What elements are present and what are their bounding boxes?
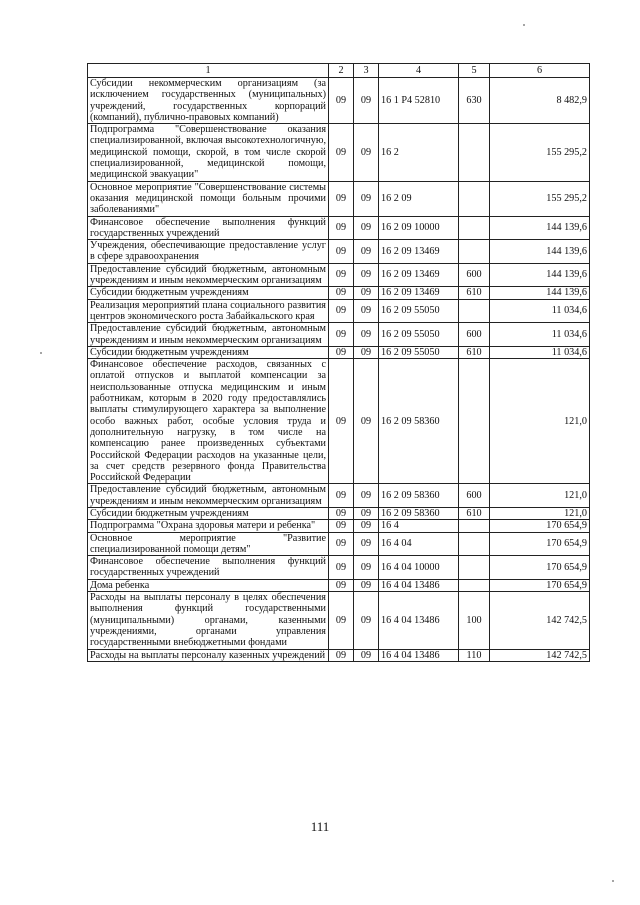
scan-speck <box>523 24 525 26</box>
row-target-code: 16 2 09 58360 <box>379 484 459 508</box>
row-name: Учреждения, обеспечивающие предоставление услуг в сфере здравоохранения <box>88 240 329 264</box>
row-amount: 121,0 <box>490 484 590 508</box>
row-amount: 155 295,2 <box>490 181 590 216</box>
row-target-code: 16 4 04 <box>379 532 459 556</box>
row-expense-type <box>459 532 490 556</box>
row-expense-type: 110 <box>459 649 490 661</box>
row-target-code: 16 2 09 55050 <box>379 299 459 323</box>
row-expense-type: 600 <box>459 323 490 347</box>
row-section: 09 <box>329 520 354 532</box>
row-subsection: 09 <box>354 556 379 580</box>
row-target-code: 16 4 04 13486 <box>379 579 459 591</box>
table-row <box>88 181 590 216</box>
row-subsection: 09 <box>354 78 379 124</box>
row-amount: 170 654,9 <box>490 532 590 556</box>
row-name: Дома ребенка <box>88 579 329 591</box>
row-subsection: 09 <box>354 592 379 649</box>
row-target-code: 16 2 09 58360 <box>379 359 459 484</box>
row-name: Предоставление субсидий бюджетным, автономным учреждениям и иным некоммерческим организациям <box>88 263 329 287</box>
row-target-code: 16 4 <box>379 520 459 532</box>
row-subsection: 09 <box>354 484 379 508</box>
row-target-code: 16 4 04 13486 <box>379 592 459 649</box>
table-row <box>88 263 590 287</box>
row-subsection: 09 <box>354 323 379 347</box>
row-amount: 121,0 <box>490 507 590 519</box>
row-amount: 144 139,6 <box>490 287 590 299</box>
table-row <box>88 507 590 519</box>
table-row <box>88 124 590 181</box>
table-row <box>88 359 590 484</box>
row-name: Подпрограмма "Совершенствование оказания специализированной, включая высокотехнологичную, медицинской помощи, скорой, в том числе скорой специализированной, медицинской помощи, медицинской эвакуации" <box>88 124 329 181</box>
row-section: 09 <box>329 323 354 347</box>
row-amount: 142 742,5 <box>490 592 590 649</box>
row-amount: 8 482,9 <box>490 78 590 124</box>
row-name: Предоставление субсидий бюджетным, автономным учреждениям и иным некоммерческим организациям <box>88 323 329 347</box>
row-target-code: 16 2 09 13469 <box>379 263 459 287</box>
row-name: Реализация мероприятий плана социального развития центров экономического роста Забайкальского края <box>88 299 329 323</box>
row-section: 09 <box>329 181 354 216</box>
row-target-code: 16 2 09 58360 <box>379 507 459 519</box>
row-expense-type: 610 <box>459 287 490 299</box>
row-target-code: 16 2 09 10000 <box>379 216 459 240</box>
row-section: 09 <box>329 649 354 661</box>
row-expense-type <box>459 520 490 532</box>
table-row <box>88 592 590 649</box>
row-name: Финансовое обеспечение выполнения функций государственных учреждений <box>88 556 329 580</box>
table-row <box>88 78 590 124</box>
row-subsection: 09 <box>354 359 379 484</box>
table-row <box>88 520 590 532</box>
row-section: 09 <box>329 507 354 519</box>
row-target-code: 16 2 09 55050 <box>379 323 459 347</box>
row-name: Основное мероприятие "Развитие специализированной помощи детям" <box>88 532 329 556</box>
column-header: 4 <box>379 64 459 78</box>
column-header: 2 <box>329 64 354 78</box>
column-header: 3 <box>354 64 379 78</box>
row-amount: 142 742,5 <box>490 649 590 661</box>
row-subsection: 09 <box>354 299 379 323</box>
table-row <box>88 323 590 347</box>
scan-speck <box>40 352 42 354</box>
row-amount: 144 139,6 <box>490 263 590 287</box>
column-header: 1 <box>88 64 329 78</box>
row-name: Финансовое обеспечение расходов, связанных с оплатой отпусков и выплатой компенсации за неиспользованные отпуска медицинским и иным работникам, которым в 2020 году предоставлялись выплаты стимулирующего характера за выполнение особо важных работ, особые условия труда и дополнительную нагрузку, в том числе на компенсацию ранее произведенных субъектами Российской Федерации расходов на указанные цели, за счет средств резервного фонда Правительства Российской Федерации <box>88 359 329 484</box>
row-name: Финансовое обеспечение выполнения функций государственных учреждений <box>88 216 329 240</box>
table-row <box>88 299 590 323</box>
row-subsection: 09 <box>354 216 379 240</box>
table-row <box>88 216 590 240</box>
row-section: 09 <box>329 484 354 508</box>
row-amount: 11 034,6 <box>490 299 590 323</box>
row-subsection: 09 <box>354 507 379 519</box>
row-name: Субсидии бюджетным учреждениям <box>88 287 329 299</box>
row-name: Расходы на выплаты персоналу казенных учреждений <box>88 649 329 661</box>
row-target-code: 16 2 09 13469 <box>379 287 459 299</box>
row-section: 09 <box>329 124 354 181</box>
row-amount: 144 139,6 <box>490 240 590 264</box>
row-expense-type <box>459 181 490 216</box>
row-section: 09 <box>329 216 354 240</box>
row-expense-type <box>459 579 490 591</box>
row-name: Субсидии некоммерческим организациям (за исключением государственных (муниципальных) учреждений, государственных корпораций (компаний), публично-правовых компаний) <box>88 78 329 124</box>
row-name: Подпрограмма "Охрана здоровья матери и ребенка" <box>88 520 329 532</box>
row-section: 09 <box>329 556 354 580</box>
row-amount: 144 139,6 <box>490 216 590 240</box>
column-header: 5 <box>459 64 490 78</box>
row-subsection: 09 <box>354 263 379 287</box>
row-target-code: 16 4 04 13486 <box>379 649 459 661</box>
row-target-code: 16 2 <box>379 124 459 181</box>
row-section: 09 <box>329 592 354 649</box>
row-amount: 155 295,2 <box>490 124 590 181</box>
row-expense-type: 100 <box>459 592 490 649</box>
row-section: 09 <box>329 263 354 287</box>
row-subsection: 09 <box>354 649 379 661</box>
row-amount: 121,0 <box>490 359 590 484</box>
table-header-row <box>88 64 590 78</box>
row-expense-type <box>459 556 490 580</box>
table-row <box>88 649 590 661</box>
scan-speck <box>612 880 614 882</box>
row-section: 09 <box>329 240 354 264</box>
row-subsection: 09 <box>354 287 379 299</box>
row-amount: 170 654,9 <box>490 556 590 580</box>
row-section: 09 <box>329 287 354 299</box>
row-amount: 170 654,9 <box>490 520 590 532</box>
row-expense-type: 600 <box>459 263 490 287</box>
row-amount: 11 034,6 <box>490 323 590 347</box>
row-subsection: 09 <box>354 240 379 264</box>
row-expense-type: 610 <box>459 507 490 519</box>
row-section: 09 <box>329 346 354 358</box>
row-target-code: 16 4 04 10000 <box>379 556 459 580</box>
table-row <box>88 579 590 591</box>
row-subsection: 09 <box>354 346 379 358</box>
row-subsection: 09 <box>354 520 379 532</box>
row-name: Субсидии бюджетным учреждениям <box>88 507 329 519</box>
row-section: 09 <box>329 359 354 484</box>
table-row <box>88 484 590 508</box>
row-expense-type <box>459 216 490 240</box>
table-row <box>88 346 590 358</box>
row-expense-type: 600 <box>459 484 490 508</box>
row-section: 09 <box>329 299 354 323</box>
row-name: Расходы на выплаты персоналу в целях обеспечения выполнения функций государственными (муниципальными) органами, казенными учреждениями, органами управления государственными внебюджетными фондами <box>88 592 329 649</box>
row-name: Субсидии бюджетным учреждениям <box>88 346 329 358</box>
row-expense-type <box>459 299 490 323</box>
row-target-code: 16 2 09 13469 <box>379 240 459 264</box>
table-row <box>88 287 590 299</box>
row-expense-type <box>459 240 490 264</box>
row-expense-type: 610 <box>459 346 490 358</box>
page-number: 111 <box>310 819 330 834</box>
row-subsection: 09 <box>354 181 379 216</box>
budget-table <box>87 63 590 662</box>
row-expense-type <box>459 124 490 181</box>
row-amount: 11 034,6 <box>490 346 590 358</box>
row-expense-type: 630 <box>459 78 490 124</box>
row-name: Основное мероприятие "Совершенствование системы оказания медицинской помощи больным прочими заболеваниями" <box>88 181 329 216</box>
row-amount: 170 654,9 <box>490 579 590 591</box>
row-expense-type <box>459 359 490 484</box>
row-subsection: 09 <box>354 532 379 556</box>
table-row <box>88 240 590 264</box>
table-row <box>88 556 590 580</box>
row-target-code: 16 1 Р4 52810 <box>379 78 459 124</box>
row-section: 09 <box>329 532 354 556</box>
table-row <box>88 532 590 556</box>
row-target-code: 16 2 09 55050 <box>379 346 459 358</box>
column-header: 6 <box>490 64 590 78</box>
row-subsection: 09 <box>354 124 379 181</box>
row-target-code: 16 2 09 <box>379 181 459 216</box>
row-subsection: 09 <box>354 579 379 591</box>
row-section: 09 <box>329 78 354 124</box>
row-name: Предоставление субсидий бюджетным, автономным учреждениям и иным некоммерческим организациям <box>88 484 329 508</box>
row-section: 09 <box>329 579 354 591</box>
